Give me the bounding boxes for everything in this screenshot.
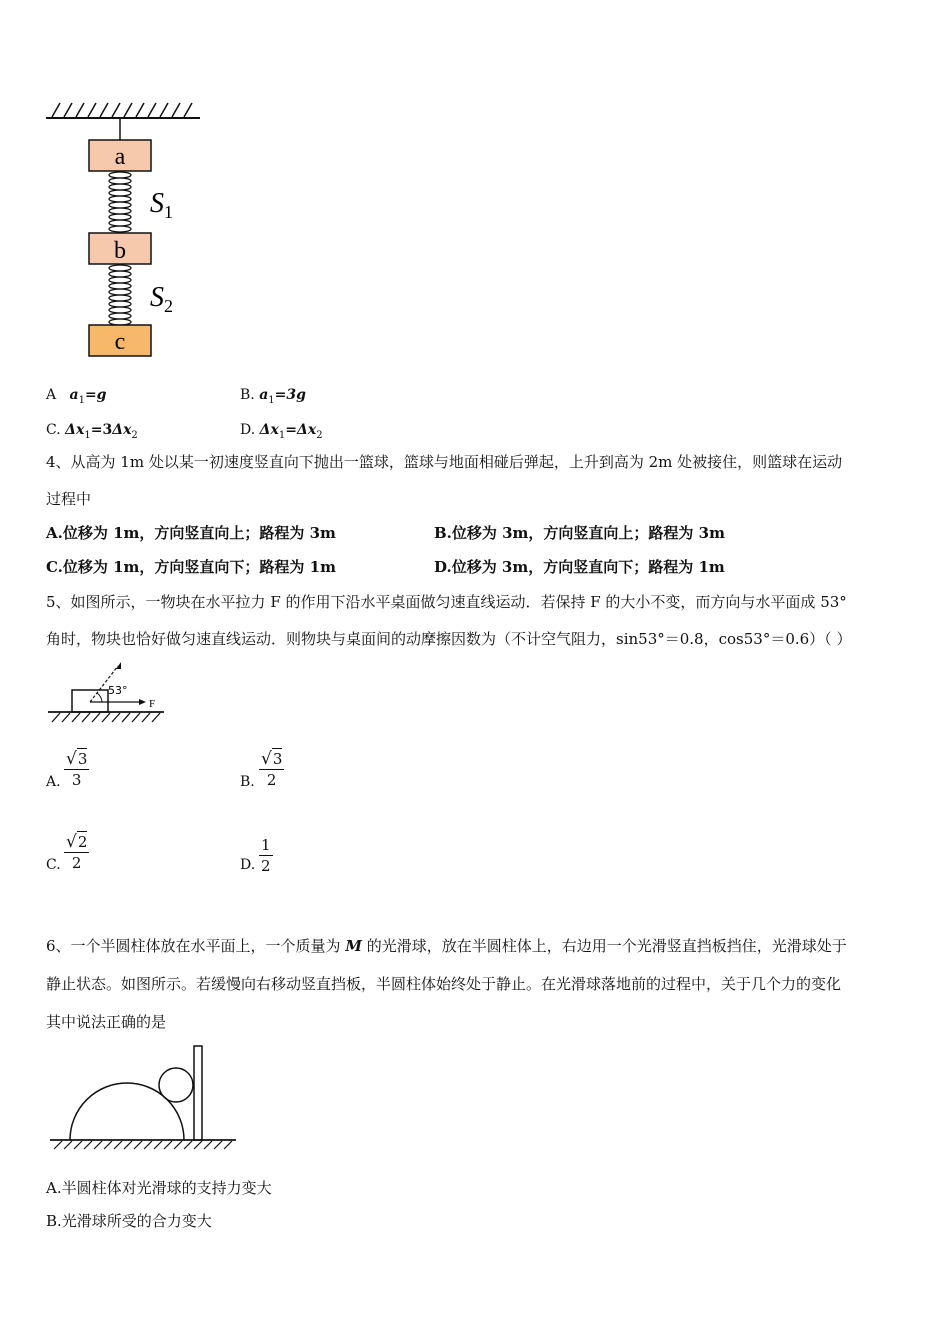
block-c-label: c bbox=[114, 329, 126, 355]
q5-stem-line2: 角时，物块也恰好做匀速直线运动．则物块与桌面间的动摩擦因数为（不计空气阻力，sin53°＝0.8，cos53°＝0.6）（ ） bbox=[46, 630, 852, 648]
q5-option-d-fraction[interactable]: $\frac{1}{2}$ bbox=[261, 836, 271, 875]
q4-option-a[interactable]: A.位移为 1m，方向竖直向上；路程为 3m bbox=[46, 524, 336, 542]
spring1-label: S bbox=[150, 188, 164, 219]
q4-stem-line2: 过程中 bbox=[46, 490, 92, 508]
angle-label: 53° bbox=[108, 684, 128, 697]
half-cylinder-figure bbox=[46, 1044, 240, 1154]
q5-option-a-label[interactable]: A. bbox=[46, 774, 61, 790]
svg-text:S2 bbox=[150, 282, 173, 316]
q6-stem-line1: 6、一个半圆柱体放在水平面上，一个质量为 M 的光滑球，放在半圆柱体上，右边用一个光滑竖直挡板挡住，光滑球处于 bbox=[46, 937, 847, 955]
spring2-label: S bbox=[150, 282, 164, 313]
q5-option-a-fraction[interactable]: √ 3 3 bbox=[66, 749, 88, 789]
q4-option-b[interactable]: B.位移为 3m，方向竖直向上；路程为 3m bbox=[434, 524, 725, 542]
half-cylinder bbox=[70, 1083, 184, 1140]
svg-text:S1 bbox=[150, 188, 173, 222]
block bbox=[72, 690, 108, 712]
q3-option-d[interactable]: D. $\Delta x_1=\Delta x_2$ bbox=[240, 422, 323, 441]
q5-stem-line1: 5、如图所示，一物块在水平拉力 F 的作用下沿水平桌面做匀速直线运动．若保持 F 的大小不变，而方向与水平面成 53° bbox=[46, 593, 847, 611]
vertical-baffle bbox=[194, 1046, 202, 1140]
spring-block-figure bbox=[40, 96, 200, 366]
q5-option-d-label[interactable]: D. bbox=[240, 857, 256, 873]
force-label: F bbox=[149, 698, 156, 710]
q5-option-b-label[interactable]: B. bbox=[240, 774, 255, 790]
q6-option-b[interactable]: B.光滑球所受的合力变大 bbox=[46, 1212, 212, 1230]
smooth-ball bbox=[159, 1068, 193, 1102]
q6-stem-line2: 静止状态。如图所示。若缓慢向右移动竖直挡板，半圆柱体始终处于静止。在光滑球落地前的过程中，关于几个力的变化 bbox=[46, 975, 842, 993]
spring-s2 bbox=[109, 265, 131, 325]
spring-s1 bbox=[109, 172, 131, 232]
block-a-label: a bbox=[114, 144, 126, 170]
q3-option-b[interactable]: B. $a_1=3g$ bbox=[240, 387, 306, 406]
spring2-sub: 2 bbox=[164, 296, 173, 316]
q3-option-c[interactable]: C. $\Delta x_1=3\Delta x_2$ bbox=[46, 422, 138, 441]
q6-option-a[interactable]: A.半圆柱体对光滑球的支持力变大 bbox=[46, 1179, 272, 1197]
q3-option-a[interactable]: A $a_1=g$ bbox=[46, 387, 107, 406]
q4-option-c[interactable]: C.位移为 1m，方向竖直向下；路程为 1m bbox=[46, 558, 336, 576]
q4-option-d[interactable]: D.位移为 3m，方向竖直向下；路程为 1m bbox=[434, 558, 725, 576]
q5-option-c-fraction[interactable]: √ 2 2 bbox=[66, 832, 88, 872]
q6-stem-line3: 其中说法正确的是 bbox=[46, 1013, 167, 1031]
block-b-label: b bbox=[114, 238, 126, 264]
q5-option-c-label[interactable]: C. bbox=[46, 857, 61, 873]
spring1-sub: 1 bbox=[164, 202, 173, 222]
block-force-figure bbox=[46, 660, 170, 730]
q5-option-b-fraction[interactable]: √ 3 2 bbox=[261, 749, 283, 789]
q4-stem-line1: 4、从高为 1m 处以某一初速度竖直向下抛出一篮球，篮球与地面相碰后弹起，上升到高为 2m 处被接住，则篮球在运动 bbox=[46, 453, 843, 471]
